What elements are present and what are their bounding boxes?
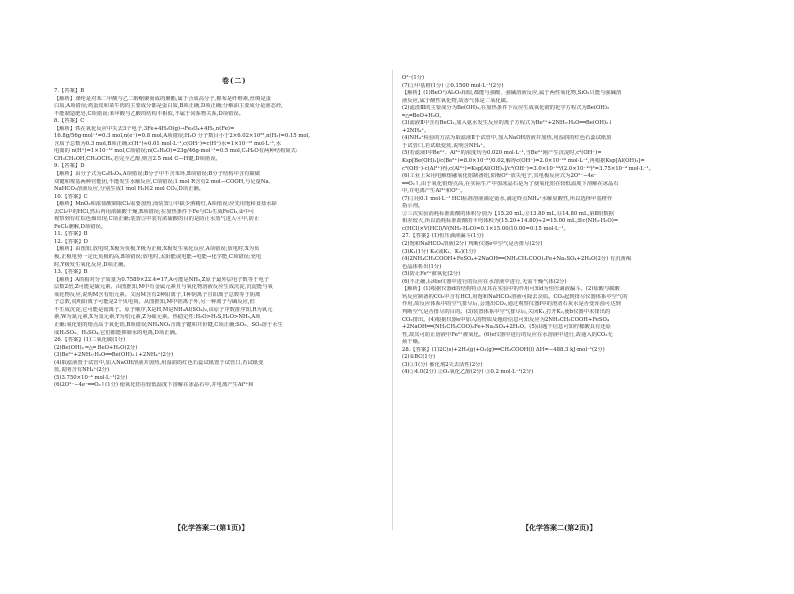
answer-line-left: 【解析】A的相对分子质量为0.7589×22.4=17,A可能是NH₃,Z原子最外层电子数等于电子 xyxy=(54,276,270,283)
answer-line-right: (2)饱和NaHCO₃溶液(2分) 判断仪器e中空气是否排尽(2分) xyxy=(402,241,543,248)
answer-line-right: CO₂排出。(4)根据仪器e中加入的物质及题给信息可知反应为2NH₂CH₂COOH+FeSO₄ xyxy=(402,316,609,323)
answer-line-left: 8.【答案】C xyxy=(54,118,85,125)
answer-line-right: 相差较大,所以消耗标准盐酸的平均体积为(15.20+14.80)÷2=15.00 mL,即c(NH₃·H₂O)= xyxy=(402,218,619,225)
answer-line-right: +2NaOH══(NH₂CH₂COO)₂Fe+Na₂SO₄+2H₂O。(5)由题干信息可知柠檬酸具有还原 xyxy=(402,324,611,331)
answer-line-right: (3)K₁(1分) K₃(或K₁、K₂)(1分) xyxy=(402,248,476,255)
answer-line-left: 时,Y极发生氧化反应,D项正确。 xyxy=(54,261,129,268)
answer-line-left: CH₃CH₂OH,CH₃OCH₃,若完全乙醇,则含2.5 mol C—H键,D项错误。 xyxy=(54,155,221,162)
answer-line-right: 指示剂。 xyxy=(402,203,424,210)
answer-line-left: 成H₂SO₃、H₂SO₄,它们都能抑制水的电离,D项正确。 xyxy=(54,329,181,336)
left-column xyxy=(54,88,424,390)
footer-left: 【化学答案二(第1页)】 xyxy=(174,523,249,532)
answer-line-left: 白质,A项错误;鸡蛋皮和菜牛肉的主要成分都是蛋白质,B项正确,D项正确;分解油主要成分是液态烃, xyxy=(54,103,283,110)
answer-line-right: +2NH₄⁺。 xyxy=(402,127,430,134)
answer-line-right: (5)若滤液Ⅰ中Be²⁺、Al³⁺的浓度均为0.020 mol·L⁻¹,当Be²⁺刚产生沉淀时,c²(OH⁻)= xyxy=(402,150,602,157)
answer-line-left: 10.【答案】C xyxy=(54,193,88,200)
page-title: 卷(二) xyxy=(222,76,247,85)
answer-line-left: NaHCO₃溶液反应,分别生成1 mol H₂和2 mol CO₂,D项正确。 xyxy=(54,186,204,193)
answer-line-left: 极,正极电势一定比负极的高,B项错误;放电时,太阳能或电能→电能→化学能,C项错误;充电 xyxy=(54,254,262,261)
answer-line-left: 氧化物反应,说明M含有铝元素。又因M含有2种阳离子,1种阴离子且阳离子总数等于阴离 xyxy=(54,291,261,298)
answer-line-left: 不生成沉淀,它可能是铵离子。原子顺序,X是H,M是NH₄Al(SO₄)₂,由原子序数排序知,R为氧元 xyxy=(54,306,273,313)
answer-line-right: 中,并电离产生Al³⁺和O²⁻。 xyxy=(402,188,466,195)
answer-line-right: 钙反应制备的CO₂中含有HCl,用饱和NaHCO₃溶液可除去杂质。CO₂起到排尽仪器体系中空气的 xyxy=(402,293,628,300)
answer-line-left: 11.【答案】B xyxy=(54,231,88,238)
answer-line-left: (5)3.750×10⁻⁴ mol·L⁻¹(2分) xyxy=(54,374,128,381)
answer-line-left: 【解析】铁在氧化反应中失去3个电子,3Fe+4H₂O(g)→Fe₃O₄+4H₂,n(Fe)= xyxy=(54,125,235,132)
answer-line-right: 于试管口,若试纸变蓝,说明含NH₄⁺。 xyxy=(402,142,489,149)
answer-line-right: 色晶体析出(1分) xyxy=(402,263,442,270)
answer-line-right: 27.【答案】(1)恒压滴液漏斗(1分) xyxy=(402,233,484,240)
answer-line-right: (7)①甲基橙(1分) ②0.1500 mol·L⁻¹(2分) xyxy=(402,82,504,89)
answer-line-left: 26.【答案】(1)二氧化碳(1分) xyxy=(54,337,126,344)
answer-line-right: (4)①4.0(2分) ②O₂氧化乙醇(2分) ③0.2 mol·L⁻¹(2分) xyxy=(402,369,534,376)
answer-line-left: 蓝,说明含有NH₄⁺(2分) xyxy=(54,367,110,374)
answer-line-right: c³(OH⁻)·c(Al³⁺)得,c(Al³⁺)=Ksp[Al(OH)₃]/c³(OH⁻)=3.0×10⁻³⁴/(2.0×10⁻¹⁰)³=3.75×10⁻⁴ mol·L⁻¹。 xyxy=(402,165,654,172)
footer-right: 【化学答案二(第2页)】 xyxy=(522,523,597,532)
answer-line-right: (7)①用0.1 mol·L⁻¹ HCl标准溶液滴定氨水,滴定终点NH₄⁺水解显酸性,所以选择甲基橙作 xyxy=(402,195,613,202)
answer-line-left: 16.8g/56g·mol⁻¹=0.3 mol,n(e⁻)=0.8 mol,A项错误;H₂O 分子数目小于2×6.02×10²³,n(H₂)=0.15 mol, xyxy=(54,133,310,140)
answer-line-left: 去Cl₂中的HCl,然后再用浓硫酸干燥,B项错误;在加热条件下Fe与Cl₂生成FeCl₃,②中可 xyxy=(54,208,255,215)
answer-line-left: 【解析】MnO₂和浓盐酸制取Cl₂需要加热,而装置①中缺少酒精灯,A项错误;应先用饱和食盐水除 xyxy=(54,201,277,208)
answer-line-right: ═△═BeO+H₂O。 xyxy=(402,112,445,119)
answer-line-left: 不能制造肥皂,C项错误;苯甲酸与乙酸的结构不相似,不属于同系物关系,D项错误。 xyxy=(54,110,244,117)
answer-line-right: O²⁻(1分) xyxy=(402,75,425,81)
answer-line-left: 【解析】由分子式为C₈H₆O₄,A项错误;B分子中不含苯环,B项错误;B分子结构中含有碳碳 xyxy=(54,171,261,178)
answer-line-left: 层数2倍,Z可能是硫元素。由图推知,M中有金属元素且与氧化物溶液反应生成沉淀,沉淀能与氧 xyxy=(54,284,273,291)
answer-line-left: 【解析】涤纶是对苯二甲酸与乙二醇缩聚而成的聚酯,属于合成高分子,棉布是纤维素,丝绸是蛋 xyxy=(54,95,271,102)
answer-line-left: 观察到有红棕色烟出现,C项正确;装置⑤中装有浓硫酸的目的是防止水蒸气进入④中,防止 xyxy=(54,216,260,223)
answer-line-right: ══O₂↑,由于氧化铝熔点高,在实际生产中加冰晶石是为了使氧化铝在较低温度下溶解在冰晶石 xyxy=(402,180,619,187)
answer-line-right: (3)滤液Ⅱ中含有BeCl₂,加入氨水发生反应的离子方程式为Be²⁺+2NH₃·H₂O══Be(OH)₂↓ xyxy=(402,120,613,127)
answer-line-right: (2)滤渣Ⅲ的主要成分为Be(OH)₂,在加热条件下反应生成氧化铍的化学方程式为Be(OH)₂ xyxy=(402,105,610,112)
answer-line-left: 7.【答案】B xyxy=(54,88,85,94)
answer-line-left: (2)Be(OH)₂ ═△═ BeO+H₂O(2分) xyxy=(54,344,138,351)
answer-line-left: 正确;氧化铝的熔点高于氧化铝,B项错误;NH₄NO₃含离子键和共价键,C项正确;SO₂、SO₃溶于水生 xyxy=(54,321,283,328)
answer-line-left: 电离的 n(H⁺)=1×10⁻¹² mol,C项错误;n(C₂H₆O)=23g/46g·mol⁻¹=0.5 mol,C₂H₆O有两种结构简式: xyxy=(54,148,298,155)
answer-line-right: 28.【答案】(1)2C(s)+2H₂(g)+O₂(g)══CH₃COOH(l) ΔH=−488.3 kJ·mol⁻¹(2分) xyxy=(402,346,605,353)
answer-line-left: 素,W为氮元素,X为氢元素,Y为铝元素,Z为硫元素。热稳定性:H₂O>H₂S,H₂O>NH₃,A项 xyxy=(54,314,261,321)
answer-line-right: (5)防止Fe²⁺被氧化(2分) xyxy=(402,271,461,278)
answer-line-right: 【解析】(1)BeO与Al₂O₃相似,都能与强酸、强碱溶液反应,属于两性氧化物,SiO₂只能与强碱溶 xyxy=(402,90,622,97)
answer-line-right: 判断空气是否排尽的目的。(3)装置体系中空气排尽后,关闭K₁,打开K₂,使b仪器中未排出的 xyxy=(402,308,611,315)
answer-line-right: c(HCl)×V(HCl)/V(NH₃·H₂O)=0.1×15.00/10.00=0.15 mol·L⁻¹。 xyxy=(402,225,569,232)
answer-line-right: (4)NH₄⁺检验的方法为取滤液Ⅱ于试管中,加入NaOH溶液并加热,用湿润的红色石蕊试纸放 xyxy=(402,135,612,142)
answer-line-left: 13.【答案】B xyxy=(54,269,88,276)
answer-line-left: (4)取滤液置于试管中,加入NaOH溶液并加热,用湿润的红色石蕊试纸置于试管口,若试纸变 xyxy=(54,359,264,366)
answer-line-right: ②三次实验消耗标准盐酸的体积分别为【15.20 mL,⑫13.80 mL,⑬14.80 mL,第Ⅱ组数据 xyxy=(402,210,614,217)
answer-line-right: 液反应,属于酸性氧化物,故香气体是二氧化碳。 xyxy=(402,97,512,104)
answer-line-left: (6)2O²⁻−4e⁻══O₂↑(1分) 使氧化铝在较低温度下溶解在冰晶石中,并电离产生Al³⁺和 xyxy=(54,382,254,389)
answer-line-right: 作用,故反应体系中的空气排尽后,会逸出CO₂,通过观察仪器f中的澄清石灰水是否变浑浊可达到 xyxy=(402,301,621,308)
answer-line-right: (6)不正确,后续e仪器中进行的反应在水溶液中进行,无需干燥气体(2分) xyxy=(402,278,567,285)
answer-line-left: (3)Be²⁺+2NH₃·H₂O══Be(OH)₂↓+2NH₄⁺(2分) xyxy=(54,352,174,359)
answer-line-left: FeCl₃潮解,D项错误。 xyxy=(54,223,107,230)
answer-line-right: (4)2NH₄CH₂COOH+FeSO₄+2NaOH══(NH₂CH₂COO)₂Fe+Na₂SO₄+2H₂O(2分) 有沉黄褐 xyxy=(402,256,632,263)
right-column xyxy=(402,75,772,377)
answer-line-left: 9.【答案】D xyxy=(54,163,85,170)
answer-line-right: 须干燥。 xyxy=(402,339,424,346)
answer-line-left: 【解析】由图知,放电时,X极为负极,Y极为正极,X极发生氧化反应,A项错误;放电时,X为负 xyxy=(54,246,260,253)
answer-line-right: (3)①1(分) 催化剂2失去活性(2分) xyxy=(402,361,483,368)
answer-line-right: 【解析】(1)根据仪器d的结构特点及其在实验中的作用可知d为恒压滴液漏斗。(2)盐酸与碳酸 xyxy=(402,286,620,293)
answer-line-right: 性,故其可防止溶液中Fe²⁺被氧化。(6)e仪器中进行的反应在水溶液中进行,故通入的CO₂无 xyxy=(402,331,613,338)
answer-line-right: (6)工业上采用电解熔融氧化铝制备铝,阳极O²⁻放失电子,其电极反应式为2O²⁻−4e⁻ xyxy=(402,173,597,180)
answer-line-left: 12.【答案】D xyxy=(54,238,88,245)
answer-line-right: Ksp[Be(OH)₂]/c(Be²⁺)=8.0×10⁻²¹/0.02,解得c(OH⁻)=2.0×10⁻¹⁰ mol·L⁻¹,再根据Ksp[Al(OH)₃]= xyxy=(402,158,645,165)
answer-line-left: 含质子总数为0.3 mol,B项正确;c(H⁺)≈0.01 mol·L⁻¹,c(OH⁻)=c(H⁺)水=1×10⁻¹² mol·L⁻¹,水 xyxy=(54,140,282,147)
answer-line-right: (2)①BC(1分) xyxy=(402,354,436,361)
answer-line-left: 子总数,说明阳离子可能是2个负电荷。从图推知,M中铝离子外,另一种离子与碱反应,但 xyxy=(54,299,255,306)
answer-line-left: 双键和羧基两种官能团,不能发生水解反应,C项错误;1 mol R含有2 mol—COOH,与足量Na、 xyxy=(54,178,274,185)
